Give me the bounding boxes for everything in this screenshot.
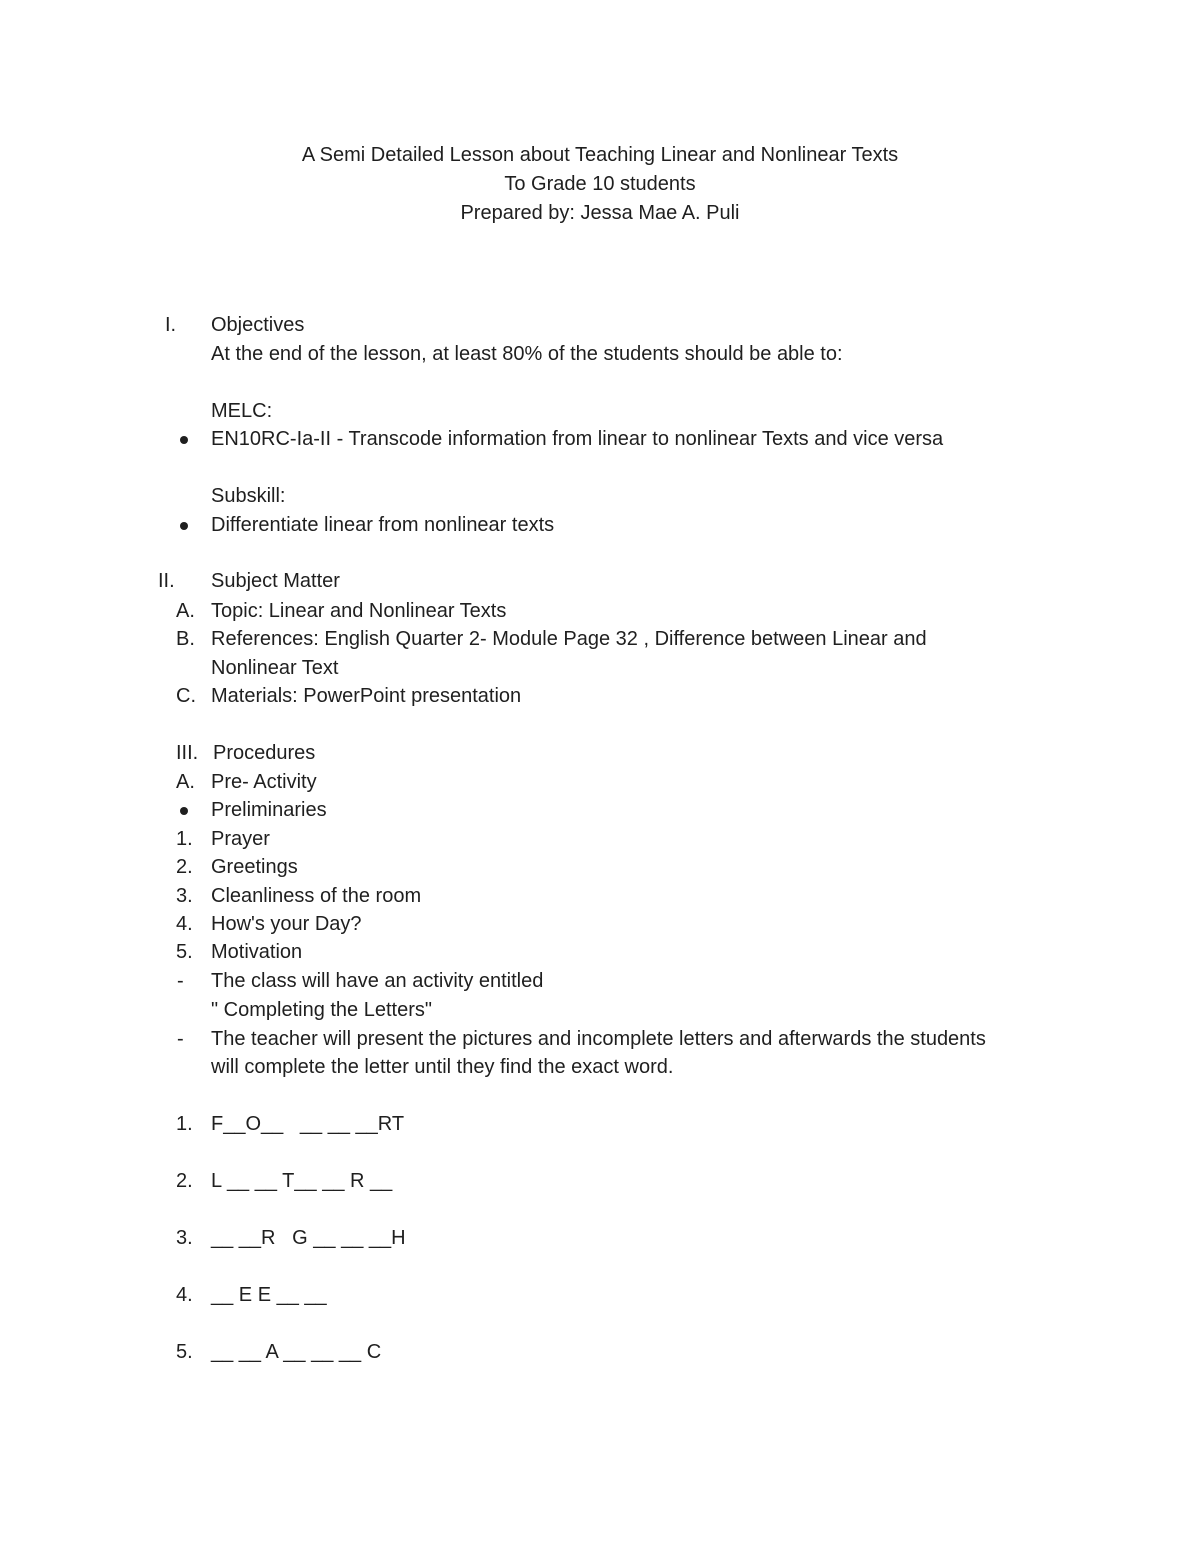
section-numeral: II.	[158, 570, 175, 592]
list-item-text: Materials: PowerPoint presentation	[211, 685, 522, 707]
list-marker: 3.	[176, 1227, 193, 1249]
puzzle-text: __ E E __ __	[211, 1284, 327, 1306]
puzzle-item	[0, 1224, 1200, 1253]
puzzle-text: __ __R G __ __ __H	[211, 1227, 406, 1249]
list-item-text: Motivation	[211, 941, 303, 963]
subskill-label-row	[0, 482, 1200, 511]
list-item-text: References: English Quarter 2- Module Page 32 , Difference between Linear and	[211, 628, 927, 650]
objectives-intro-row	[0, 340, 1200, 369]
list-item	[0, 853, 1200, 882]
list-item-text: Topic: Linear and Nonlinear Texts	[211, 600, 507, 622]
bullet-icon	[180, 807, 188, 815]
list-item-text: Cleanliness of the room	[211, 885, 422, 907]
list-marker: -	[177, 970, 184, 992]
list-item	[0, 597, 1200, 626]
list-marker: 5.	[176, 941, 193, 963]
melc-label-row	[0, 397, 1200, 426]
list-item-text: " Completing the Letters"	[211, 999, 432, 1021]
puzzle-text: __ __ A __ __ __ C	[211, 1341, 382, 1363]
list-item-text: How's your Day?	[211, 913, 362, 935]
list-marker: 5.	[176, 1341, 193, 1363]
subskill-item: Differentiate linear from nonlinear texts	[211, 514, 555, 536]
bullet-icon	[180, 436, 188, 444]
puzzle-text: L __ __ T__ __ R __	[211, 1170, 393, 1192]
list-marker: B.	[176, 628, 195, 650]
section-procedures	[0, 739, 1200, 768]
list-item-continuation	[0, 996, 1200, 1025]
list-marker: A.	[176, 771, 195, 793]
document-header	[0, 141, 1200, 228]
pre-activity: Pre- Activity	[211, 771, 317, 793]
list-marker: 3.	[176, 885, 193, 907]
section-heading: Procedures	[213, 742, 316, 764]
list-item	[0, 768, 1200, 797]
list-item-continuation	[0, 654, 1200, 683]
section-objectives	[0, 311, 1200, 340]
preliminaries: Preliminaries	[211, 799, 327, 821]
section-heading: Subject Matter	[211, 570, 340, 592]
puzzle-text: F__O__ __ __ __RT	[211, 1113, 405, 1135]
list-marker: 4.	[176, 1284, 193, 1306]
list-item-continuation	[0, 1053, 1200, 1082]
bullet-icon	[180, 522, 188, 530]
list-item	[0, 682, 1200, 711]
list-item-text: Nonlinear Text	[211, 657, 339, 679]
list-item	[0, 882, 1200, 911]
list-item	[0, 796, 1200, 825]
list-marker: 1.	[176, 828, 193, 850]
list-item	[0, 967, 1200, 996]
list-marker: A.	[176, 600, 195, 622]
melc-label: MELC:	[211, 400, 273, 422]
section-numeral: I.	[165, 314, 177, 336]
list-item	[0, 625, 1200, 654]
puzzle-item	[0, 1338, 1200, 1367]
list-item-text: Prayer	[211, 828, 270, 850]
subskill-label: Subskill:	[211, 485, 286, 507]
list-marker: 2.	[176, 856, 193, 878]
list-marker: 4.	[176, 913, 193, 935]
melc-item: EN10RC-Ia-II - Transcode information from linear to nonlinear Texts and vice versa	[211, 428, 944, 450]
puzzle-item	[0, 1110, 1200, 1139]
list-item	[0, 1025, 1200, 1054]
list-marker: 1.	[176, 1113, 193, 1135]
list-item-text: The teacher will present the pictures and incomplete letters and afterwards the students	[211, 1028, 986, 1050]
section-heading: Objectives	[211, 314, 305, 336]
list-item	[0, 425, 1200, 454]
list-item-text: will complete the letter until they find the exact word.	[211, 1056, 674, 1078]
list-item-text: The class will have an activity entitled	[211, 970, 544, 992]
document-subtitle: To Grade 10 students	[504, 173, 696, 195]
list-item	[0, 910, 1200, 939]
list-item	[0, 511, 1200, 540]
prepared-by: Prepared by: Jessa Mae A. Puli	[460, 202, 740, 224]
section-numeral: III.	[176, 742, 199, 764]
list-marker: C.	[176, 685, 196, 707]
list-item	[0, 938, 1200, 967]
objectives-intro: At the end of the lesson, at least 80% of the students should be able to:	[211, 343, 843, 365]
list-item	[0, 825, 1200, 854]
puzzle-item	[0, 1281, 1200, 1310]
list-item-text: Greetings	[211, 856, 298, 878]
section-subject-matter	[0, 567, 1200, 596]
document-title: A Semi Detailed Lesson about Teaching Linear and Nonlinear Texts	[301, 144, 899, 166]
list-marker: -	[177, 1028, 184, 1050]
puzzle-item	[0, 1167, 1200, 1196]
list-marker: 2.	[176, 1170, 193, 1192]
